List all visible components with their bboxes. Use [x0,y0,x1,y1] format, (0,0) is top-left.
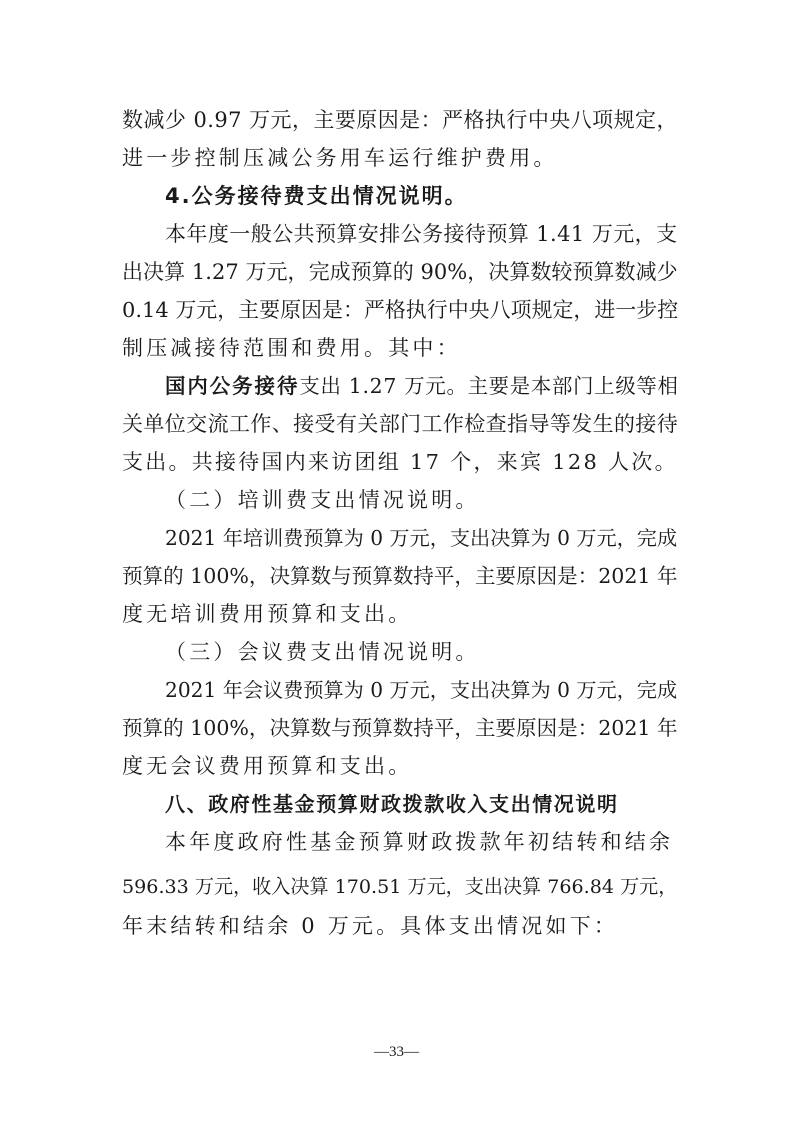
section-heading-reception: 4.公务接待费支出情况说明。 [165,184,468,208]
body-line-8 [165,373,679,399]
body-line-2: 进一步控制压减公务用车运行维护费用。 [122,146,558,170]
body-line-22: 年末结转和结余 0 万元。具体支出情况如下： [122,914,619,938]
page-number: —33— [374,1044,419,1060]
body-line-7: 制压减接待范围和费用。其中： [122,336,461,360]
body-line-4: 本年度一般公共预算安排公务接待预算 1.41 万元，支 [165,222,678,246]
body-line-1: 数减少 0.97 万元，主要原因是：严格执行中央八项规定， [122,108,678,132]
body-line-20: 本年度政府性基金预算财政拨款年初结转和结余 [165,830,674,854]
body-line-13: 预算的 100%，决算数与预算数持平，主要原因是：2021 年 [122,564,678,588]
body-line-18: 度无会议费用预算和支出。 [122,754,413,778]
domestic-reception-text: 支出 1.27 万元。主要是本部门上级等相 [299,374,679,398]
body-line-9: 关单位交流工作、接受有关部门工作检查指导等发生的接待 [122,412,679,436]
body-line-14: 度无培训费用预算和支出。 [122,602,413,626]
section-heading-government-fund: 八、政府性基金预算财政拨款收入支出情况说明 [165,792,619,816]
section-heading-training: （二）培训费支出情况说明。 [165,488,480,512]
body-line-21: 596.33 万元，收入决算 170.51 万元，支出决算 766.84 万元， [122,875,678,898]
body-line-16: 2021 年会议费预算为 0 万元，支出决算为 0 万元，完成 [165,678,678,702]
domestic-reception-label: 国内公务接待 [165,374,300,398]
body-line-5: 出决算 1.27 万元，完成预算的 90%，决算数较预算数减少 [122,260,678,284]
body-line-17: 预算的 100%，决算数与预算数持平，主要原因是：2021 年 [122,716,678,740]
body-line-12: 2021 年培训费预算为 0 万元，支出决算为 0 万元，完成 [165,526,678,550]
section-heading-meeting: （三）会议费支出情况说明。 [165,640,480,664]
body-line-10: 支出。共接待国内来访团组 17 个，来宾 128 人次。 [122,450,678,474]
body-line-6: 0.14 万元，主要原因是：严格执行中央八项规定，进一步控 [122,298,679,322]
